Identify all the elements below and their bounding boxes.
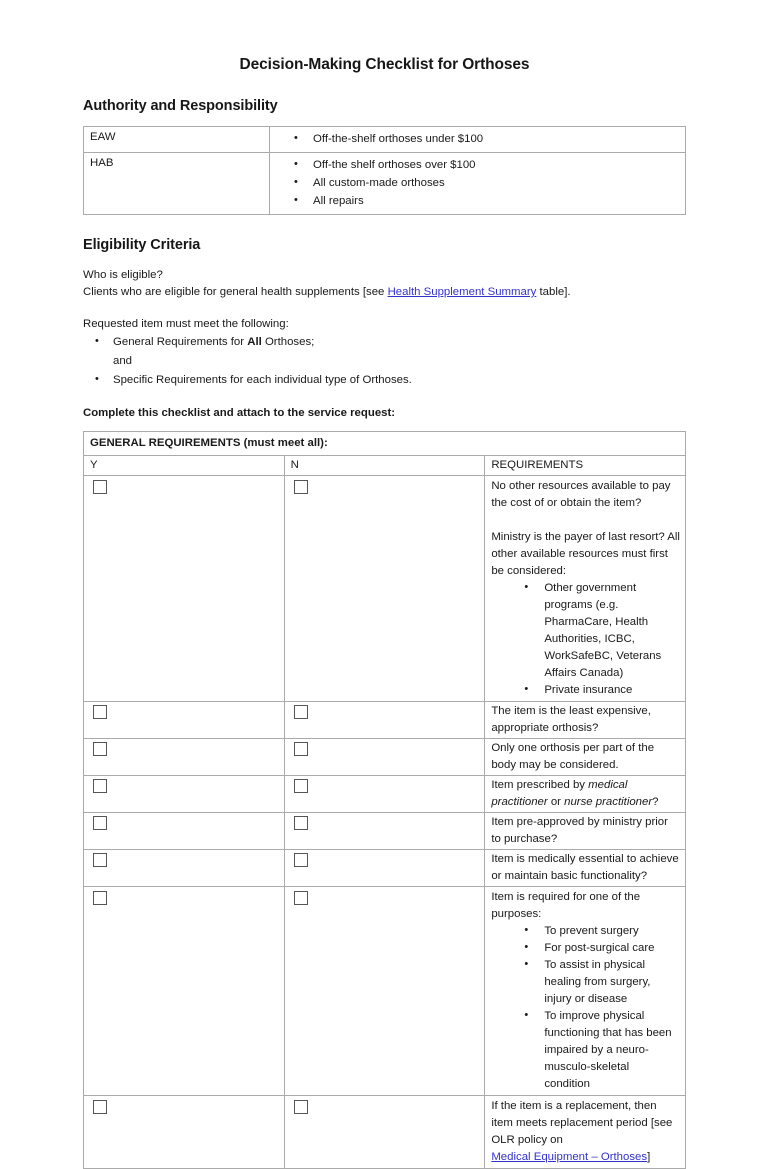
- after-link-text: ]: [647, 1151, 651, 1163]
- bullet-text-before: General Requirements for: [113, 336, 248, 348]
- list-item: • To assist in physical healing from surgery, injury or disease: [491, 957, 680, 1008]
- checkbox-y-medically-essential[interactable]: [93, 853, 107, 867]
- checkbox-y-no-other-resources[interactable]: [93, 480, 107, 494]
- spacer: [491, 512, 680, 529]
- section-heading-eligibility: Eligibility Criteria: [83, 237, 201, 253]
- checkbox-n-replacement-period[interactable]: [294, 1100, 308, 1114]
- requirement-sub-list: [491, 923, 680, 1093]
- list-item-and: and: [113, 355, 133, 367]
- authority-code-hab: HAB: [84, 153, 270, 215]
- table-row: [84, 476, 686, 702]
- authority-items-eaw: [270, 127, 686, 153]
- page-title: Decision-Making Checklist for Orthoses: [239, 56, 530, 73]
- requirement-required-purposes: [485, 887, 686, 1096]
- list-item: • Off-the shelf orthoses over $100: [276, 156, 680, 174]
- checkbox-cell-n: [284, 476, 485, 702]
- checkbox-n-least-expensive[interactable]: [294, 705, 308, 719]
- table-row: [84, 850, 686, 887]
- bullet-text-bold: All: [247, 336, 262, 348]
- checkbox-cell-y: [84, 813, 285, 850]
- bullet-text-after: Orthoses;: [261, 336, 315, 348]
- requirement-line-1: If the item is a replacement, then item meets replacement period [see OLR policy on: [491, 1100, 673, 1146]
- list-item: • For post-surgical care: [491, 940, 680, 957]
- eligible-line-prefix: Clients who are eligible for general health supplements [see: [83, 286, 388, 298]
- list-item: • Off-the-shelf orthoses under $100: [276, 130, 680, 148]
- checkbox-cell-n: [284, 887, 485, 1096]
- checkbox-cell-n: [284, 739, 485, 776]
- requirement-replacement-period: [485, 1096, 686, 1169]
- requirement-line-2: [491, 1149, 680, 1166]
- checkbox-y-replacement-period[interactable]: [93, 1100, 107, 1114]
- requested-item-intro: Requested item must meet the following:: [83, 318, 289, 330]
- checkbox-y-prescribed-by-practitioner[interactable]: [93, 779, 107, 793]
- table-column-header-row: [84, 456, 686, 476]
- text-segment-italic: nurse practitioner: [564, 796, 653, 808]
- section-heading-authority: Authority and Responsibility: [83, 98, 278, 114]
- requirement-line-2: Ministry is the payer of last resort? All other available resources must first be considered:: [491, 531, 680, 577]
- list-item: • Private insurance: [491, 682, 680, 699]
- checkbox-cell-y: [84, 776, 285, 813]
- requirement-no-other-resources: [485, 476, 686, 702]
- authority-item-list: [276, 156, 680, 210]
- list-item: • Other government programs (e.g. PharmaCare, Health Authorities, ICBC,: [491, 580, 680, 648]
- requirement-line-1: Item is required for one of the purposes:: [491, 891, 641, 920]
- requirement-least-expensive: The item is the least expensive, appropriate orthosis?: [485, 702, 686, 739]
- table-row: [84, 702, 686, 739]
- text-segment-italic: medical practitioner: [491, 779, 628, 808]
- table-row: [84, 813, 686, 850]
- requirement-medically-essential: Item is medically essential to achieve or maintain basic functionality?: [485, 850, 686, 887]
- requirement-line-1: No other resources available to pay the cost of or obtain the item?: [491, 480, 671, 509]
- list-item: • To improve physical functioning that has been impaired by a neuro-musculo-skeletal: [491, 1008, 680, 1076]
- authority-responsibility-table: [83, 126, 686, 215]
- authority-item-list: [276, 130, 680, 148]
- checkbox-cell-n: [284, 850, 485, 887]
- column-header-requirements: REQUIREMENTS: [485, 456, 686, 476]
- column-header-y: Y: [84, 456, 285, 476]
- list-item: • To prevent surgery: [491, 923, 680, 940]
- checkbox-cell-n: [284, 1096, 485, 1169]
- column-header-n: N: [284, 456, 485, 476]
- list-item-continuation: condition: [544, 1078, 590, 1090]
- list-item: • All repairs: [276, 192, 680, 210]
- authority-items-hab: [270, 153, 686, 215]
- text-segment: ?: [652, 796, 659, 808]
- checkbox-cell-n: [284, 776, 485, 813]
- checkbox-cell-y: [84, 1096, 285, 1169]
- list-item: • All custom-made orthoses: [276, 174, 680, 192]
- list-item-general-requirements: [83, 333, 686, 352]
- checkbox-y-required-purposes[interactable]: [93, 891, 107, 905]
- table-row: [84, 127, 686, 153]
- checkbox-cell-n: [284, 813, 485, 850]
- checkbox-cell-y: [84, 739, 285, 776]
- text-segment: Item prescribed by: [491, 779, 589, 791]
- complete-checklist-label: Complete this checklist and attach to the service request:: [83, 407, 396, 419]
- checkbox-n-no-other-resources[interactable]: [294, 480, 308, 494]
- health-supplement-summary-link[interactable]: Health Supplement Summary: [387, 286, 537, 298]
- requirement-one-orthosis-per-part: Only one orthosis per part of the body may be considered.: [485, 739, 686, 776]
- checkbox-y-one-orthosis-per-part[interactable]: [93, 742, 107, 756]
- checkbox-cell-y: [84, 850, 285, 887]
- list-item-specific-requirements: • Specific Requirements for each individual type of Orthoses.: [83, 371, 686, 390]
- checkbox-cell-y: [84, 702, 285, 739]
- requirement-bullet-list: [83, 333, 686, 390]
- checkbox-cell-y: [84, 887, 285, 1096]
- table-row: [84, 887, 686, 1096]
- text-segment: or: [547, 796, 565, 808]
- checkbox-y-pre-approved[interactable]: [93, 816, 107, 830]
- table-row: [84, 153, 686, 215]
- list-item-continuation: WorkSafeBC, Veterans Affairs Canada): [544, 650, 662, 679]
- table-header-row: [84, 432, 686, 456]
- requirement-pre-approved: Item pre-approved by ministry prior to purchase?: [485, 813, 686, 850]
- table-row: [84, 739, 686, 776]
- requirement-sub-list: [491, 580, 680, 699]
- requirement-prescribed-by-practitioner: [485, 776, 686, 813]
- authority-code-eaw: EAW: [84, 127, 270, 153]
- checkbox-n-one-orthosis-per-part[interactable]: [294, 742, 308, 756]
- checkbox-n-required-purposes[interactable]: [294, 891, 308, 905]
- medical-equipment-orthoses-link[interactable]: Medical Equipment – Orthoses: [491, 1151, 648, 1163]
- who-is-eligible-label: Who is eligible?: [83, 269, 163, 281]
- checkbox-n-prescribed-by-practitioner[interactable]: [294, 779, 308, 793]
- table-row: [84, 1096, 686, 1169]
- eligible-line-suffix: table].: [536, 286, 571, 298]
- table-row: [84, 776, 686, 813]
- general-requirements-checklist-table: [83, 431, 686, 1169]
- eligible-clients-line: [83, 284, 686, 301]
- checkbox-n-pre-approved[interactable]: [294, 816, 308, 830]
- checkbox-cell-y: [84, 476, 285, 702]
- checkbox-cell-n: [284, 702, 485, 739]
- checklist-title: GENERAL REQUIREMENTS (must meet all):: [84, 432, 686, 456]
- checkbox-y-least-expensive[interactable]: [93, 705, 107, 719]
- checkbox-n-medically-essential[interactable]: [294, 853, 308, 867]
